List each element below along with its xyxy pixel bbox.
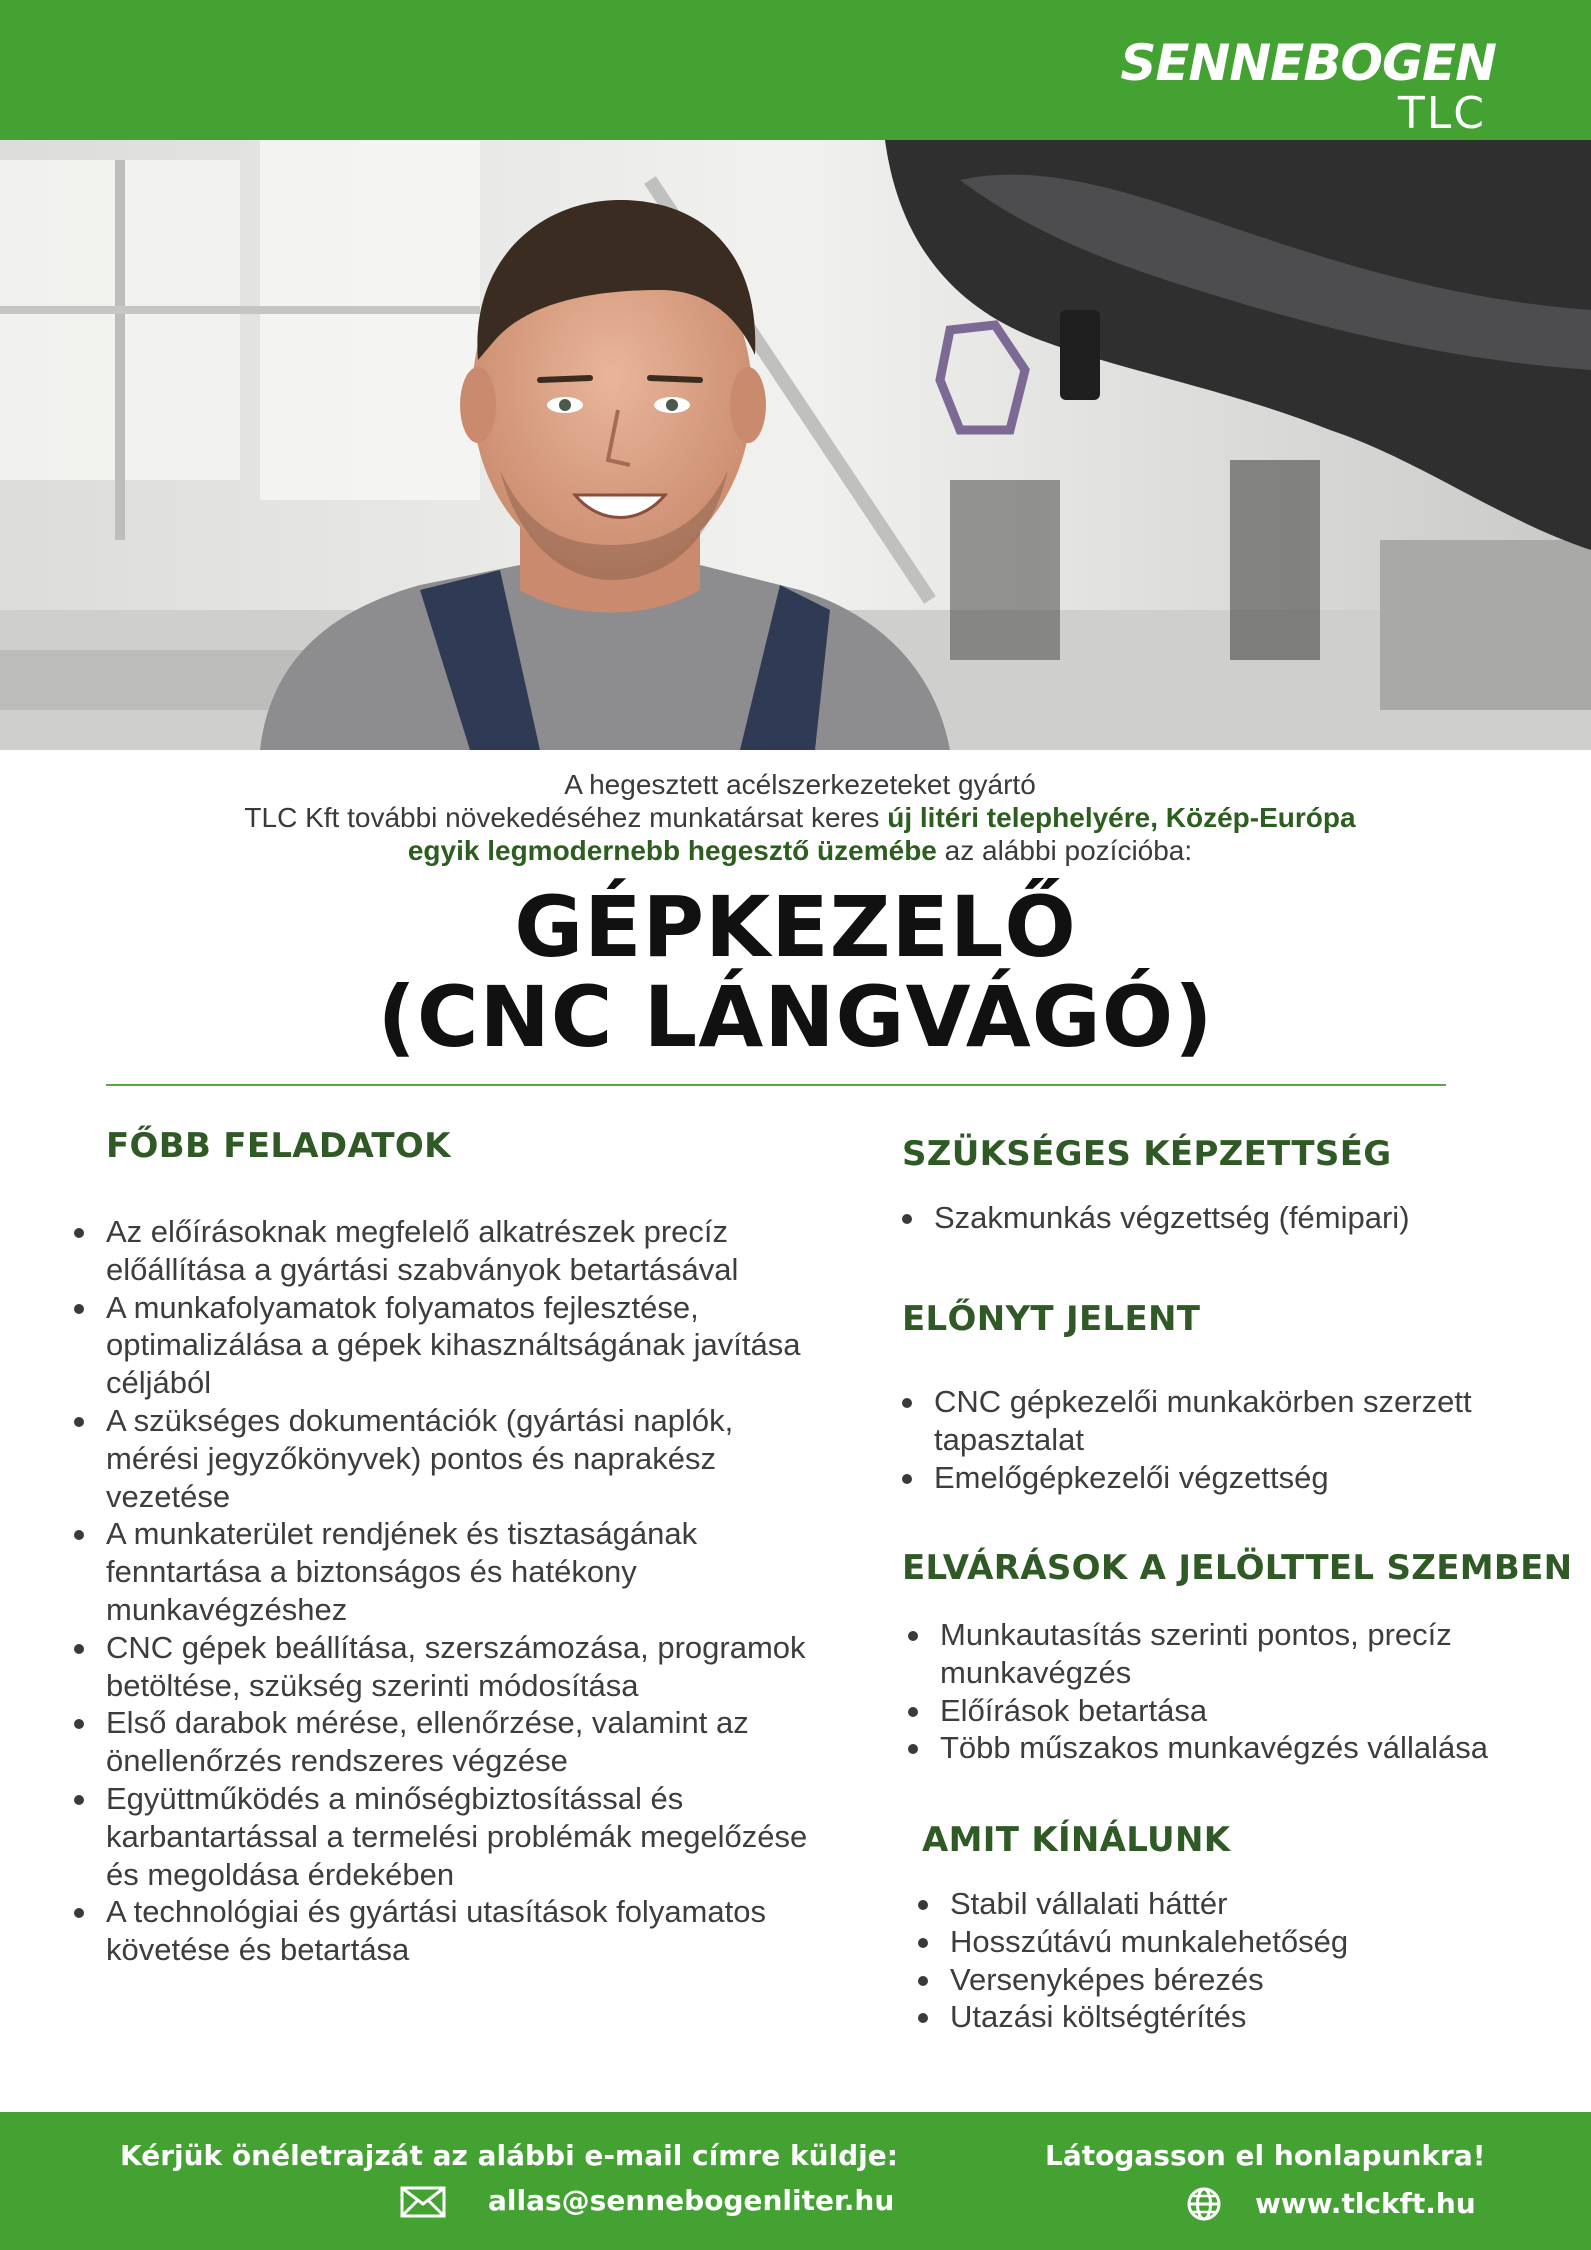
tasks-list — [70, 1213, 815, 1969]
list-item: Munkautasítás szerinti pontos, precíz munkavégzés — [904, 1616, 1554, 1692]
hero-photo — [0, 140, 1591, 750]
list-item: A munkafolyamatok folyamatos fejlesztése, optimalizálása a gépek kihasználtságának javítása céljából — [70, 1289, 815, 1402]
list-item: CNC gépkezelői munkakörben szerzett tapasztalat — [898, 1383, 1558, 1459]
list-item: Előírások betartása — [904, 1692, 1554, 1730]
list-item: Az előírásoknak megfelelő alkatrészek precíz előállítása a gyártási szabványok betartásával — [70, 1213, 815, 1289]
list-item: Versenyképes bérezés — [914, 1961, 1514, 1999]
job-title — [0, 878, 1591, 1066]
qualification-heading: SZÜKSÉGES KÉPZETTSÉG — [902, 1134, 1392, 1174]
expectations-heading: ELVÁRÁSOK A JELÖLTTEL SZEMBEN — [902, 1548, 1573, 1588]
logo-sub: TLC — [1397, 88, 1486, 139]
email-link[interactable]: allas@sennebogenliter.hu — [488, 2184, 895, 2217]
list-item: A szükséges dokumentációk (gyártási naplók, mérési jegyzőkönyvek) pontos és naprakész vezetése — [70, 1402, 815, 1515]
qualification-list — [898, 1199, 1538, 1237]
list-item: A technológiai és gyártási utasítások folyamatos követése és betartása — [70, 1893, 815, 1969]
list-item: CNC gépek beállítása, szerszámozása, programok betöltése, szükség szerinti módosítása — [70, 1629, 815, 1705]
list-item: Hosszútávú munkalehetőség — [914, 1923, 1514, 1961]
list-item: Utazási költségtérítés — [914, 1998, 1514, 2036]
list-item: Stabil vállalati háttér — [914, 1885, 1514, 1923]
footer-bar — [0, 2112, 1591, 2250]
job-title-line-1: GÉPKEZELŐ — [514, 878, 1077, 976]
offer-heading: AMIT KÍNÁLUNK — [922, 1820, 1231, 1860]
list-item: A munkaterület rendjének és tisztaságának fenntartása a biztonságos és hatékony munkavégzéshez — [70, 1515, 815, 1628]
offer-list — [914, 1885, 1514, 2036]
intro-line-1: A hegesztett acélszerkezeteket gyártó — [564, 769, 1036, 800]
envelope-icon — [400, 2186, 446, 2218]
advantage-list — [898, 1383, 1558, 1496]
list-item: Több műszakos munkavégzés vállalása — [904, 1729, 1554, 1767]
sennebogen-tlc-logo — [1120, 34, 1496, 139]
website-link[interactable]: www.tlckft.hu — [1255, 2187, 1476, 2220]
list-item: Szakmunkás végzettség (fémipari) — [898, 1199, 1538, 1237]
list-item: Emelőgépkezelői végzettség — [898, 1459, 1558, 1497]
header-bar — [0, 0, 1591, 140]
advantage-heading: ELŐNYT JELENT — [902, 1299, 1201, 1339]
cv-instruction: Kérjük önéletrajzát az alábbi e-mail címre küldje: — [120, 2139, 898, 2172]
globe-icon — [1186, 2186, 1222, 2222]
tasks-heading: FŐBB FELADATOK — [106, 1126, 451, 1166]
worker-photo-illustration — [0, 140, 1591, 750]
job-title-line-2: (CNC LÁNGVÁGÓ) — [377, 968, 1214, 1066]
list-item: Együttműködés a minőségbiztosítással és karbantartással a termelési problémák megelőzése és megoldása érdekében — [70, 1780, 815, 1893]
intro-line-2: TLC Kft további növekedéséhez munkatársat keres új litéri telephelyére, Közép-Európa — [244, 802, 1356, 833]
divider — [106, 1084, 1446, 1086]
intro-line-3: egyik legmodernebb hegesztő üzemébe az alábbi pozícióba: — [407, 835, 1193, 866]
intro-text — [120, 768, 1480, 867]
visit-website-text: Látogasson el honlapunkra! — [1045, 2139, 1486, 2172]
list-item: Első darabok mérése, ellenőrzése, valamint az önellenőrzés rendszeres végzése — [70, 1704, 815, 1780]
logo-wordmark: SENNEBOGEN — [1120, 34, 1496, 92]
expectations-list — [904, 1616, 1554, 1767]
